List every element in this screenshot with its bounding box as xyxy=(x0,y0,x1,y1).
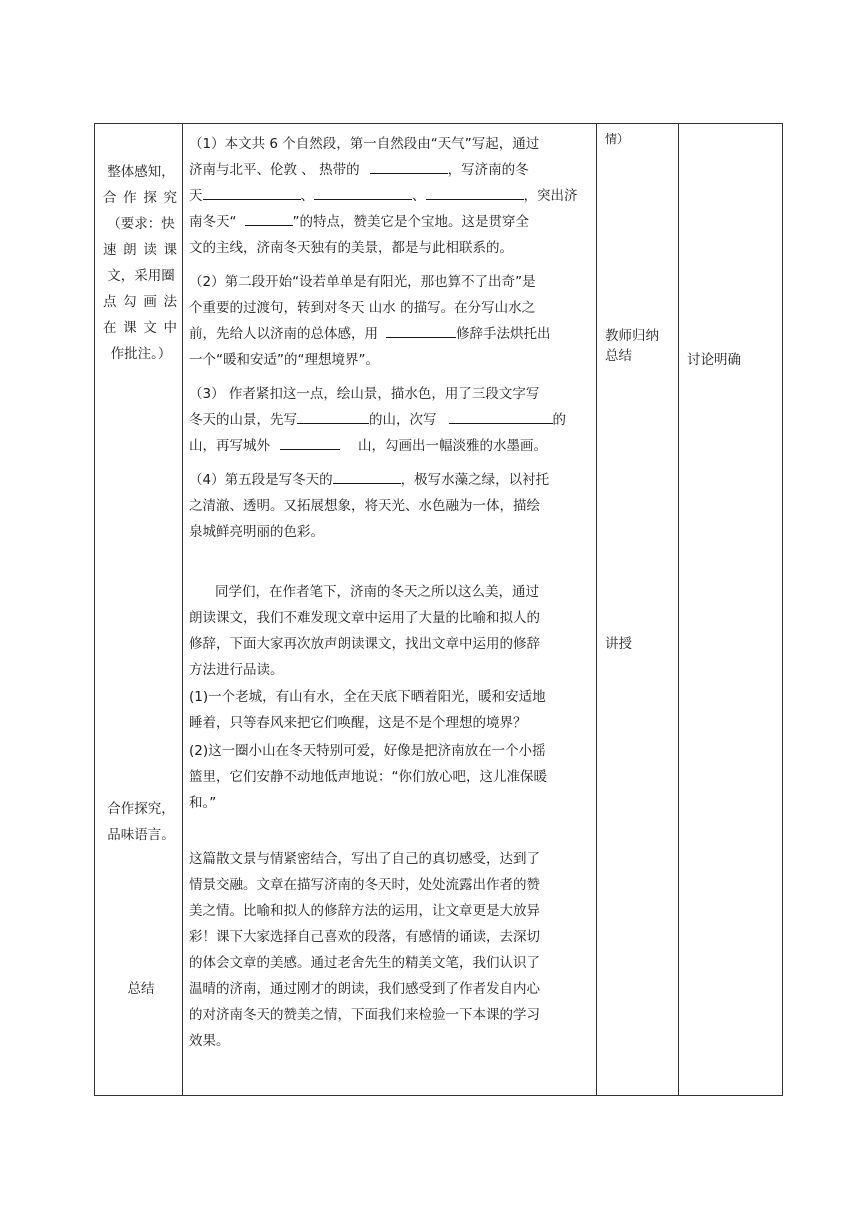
stage-label-summary: 总结 xyxy=(127,981,155,997)
text-run: ，突出济 xyxy=(523,188,578,204)
para-line: (2)这一圈小山在冬天特别可爱，好像是把济南放在一个小摇 xyxy=(189,743,546,759)
stage-label-line: 品味语言。 xyxy=(107,827,175,843)
text-run: （4）第五段是写冬天的 xyxy=(189,472,333,488)
column-divider xyxy=(596,124,597,1095)
para-line xyxy=(189,467,549,493)
stage-label-line: 合 作 探 究 xyxy=(103,190,177,206)
text-run: 山，勾画出一幅淡雅的水墨画。 xyxy=(358,438,547,454)
stage-label-line: 整体感知， xyxy=(107,164,175,180)
teacher-activity: 讲授 xyxy=(605,636,632,652)
text-run: 、 xyxy=(300,188,314,204)
stage-label-line: 文，采用圈 xyxy=(107,268,175,284)
para-line: (1)一个老城，有山有水，全在天底下晒着阳光，暖和安适地 xyxy=(189,689,546,705)
para-line: 睡着，只等春风来把它们唤醒，这是不是个理想的境界？ xyxy=(189,715,527,731)
para-line xyxy=(189,407,566,433)
fill-blank xyxy=(333,469,401,484)
fill-blank xyxy=(245,211,293,226)
text-run: 山，再写城外 xyxy=(189,438,270,454)
text-run: 的 xyxy=(552,412,566,428)
para-line: （2）第二段开始“设若单单是有阳光，那也算不了出奇”是 xyxy=(189,274,536,290)
para-line: 美之情。比喻和拟人的修辞方法的运用，让文章更是大放异 xyxy=(189,903,540,919)
stage-label-line: 点 勾 画 法 xyxy=(103,294,177,310)
fill-blank xyxy=(314,185,412,200)
stage-label-line: 速 朗 读 课 xyxy=(103,242,177,258)
student-activity: 讨论明确 xyxy=(687,352,741,368)
para-line: 修辞，下面大家再次放声朗读课文，找出文章中运用的修辞 xyxy=(189,636,540,652)
para-line xyxy=(189,433,547,459)
stage-label-line: 作批注。） xyxy=(110,346,172,362)
para-line: 之清澈、透明。又拓展想象，将天光、水色融为一体，描绘 xyxy=(189,498,540,514)
fill-blank xyxy=(297,409,369,424)
para-line: 这篇散文景与情紧密结合，写出了自己的真切感受，达到了 xyxy=(189,851,540,867)
para-line xyxy=(189,183,578,209)
para-line: 文的主线，济南冬天独有的美景，都是与此相联系的。 xyxy=(189,240,513,256)
stage-label-line: 在 课 文 中 xyxy=(103,320,177,336)
stage-label-line: （要求：快 xyxy=(107,216,175,232)
para-line: 和。” xyxy=(189,795,217,811)
teacher-activity: 教师归纳 xyxy=(605,328,659,344)
text-run: ，写济南的冬 xyxy=(447,162,529,178)
para-line: 泉城鲜亮明丽的色彩。 xyxy=(189,524,324,540)
text-run: ，极写水藻之绿，以衬托 xyxy=(400,472,550,488)
lesson-plan-table xyxy=(94,123,783,1096)
para-line: 篮里，它们安静不动地低声地说：“你们放心吧，这儿准保暖 xyxy=(189,769,547,785)
para-line: 的体会文章的美感。通过老舍先生的精美文笔，我们认识了 xyxy=(189,955,540,971)
column-divider xyxy=(678,124,679,1095)
text-run: ”的特点，赞美它是个宝地。这是贯穿全 xyxy=(292,214,529,230)
teacher-activity-fragment: 情） xyxy=(605,132,630,146)
stage-label-line: 合作探究， xyxy=(107,801,175,817)
para-line: 彩！课下大家选择自己喜欢的段落，有感情的诵读，去深切 xyxy=(189,929,540,945)
teacher-activity: 总结 xyxy=(605,348,632,364)
para-line: 的对济南冬天的赞美之情，下面我们来检验一下本课的学习 xyxy=(189,1007,540,1023)
para-line: 个重要的过渡句，转到对冬天 山水 的描写。在分写山水之 xyxy=(189,300,536,316)
fill-blank xyxy=(203,185,301,200)
para-line: 温晴的济南，通过刚才的朗读，我们感受到了作者发自内心 xyxy=(189,981,540,997)
text-run: 南冬天“ xyxy=(189,214,237,230)
para-line xyxy=(189,209,529,235)
fill-blank xyxy=(449,409,553,424)
text-run: 的山，次写 xyxy=(369,412,437,428)
text-run: 冬天的山景，先写 xyxy=(189,412,297,428)
para-line: 朗读课文，我们不难发现文章中运用了大量的比喻和拟人的 xyxy=(189,610,540,626)
text-run: 、 xyxy=(412,188,426,204)
column-divider xyxy=(182,124,183,1095)
text-run: 前，先给人以济南的总体感，用 xyxy=(189,326,378,342)
para-line xyxy=(189,321,551,347)
para-line: 方法进行品读。 xyxy=(189,662,284,678)
fill-blank xyxy=(280,435,340,450)
para-line: 同学们，在作者笔下，济南的冬天之所以这么美，通过 xyxy=(215,584,539,600)
para-line: 效果。 xyxy=(189,1033,230,1049)
fill-blank xyxy=(370,159,448,174)
fill-blank xyxy=(426,185,524,200)
text-run: 修辞手法烘托出 xyxy=(456,326,551,342)
para-line xyxy=(189,157,529,183)
para-line: （3） 作者紧扣这一点，绘山景，描水色，用了三段文字写 xyxy=(189,386,540,402)
text-run: 天 xyxy=(189,188,203,204)
para-line: （1）本文共 6 个自然段，第一自然段由“天气”写起，通过 xyxy=(189,136,540,152)
fill-blank xyxy=(386,323,456,338)
para-line: 一个“暖和安适”的“理想境界”。 xyxy=(189,352,379,368)
text-run: 济南与北平、伦敦 、 热带的 xyxy=(189,162,360,178)
para-line: 情景交融。文章在描写济南的冬天时，处处流露出作者的赞 xyxy=(189,877,540,893)
